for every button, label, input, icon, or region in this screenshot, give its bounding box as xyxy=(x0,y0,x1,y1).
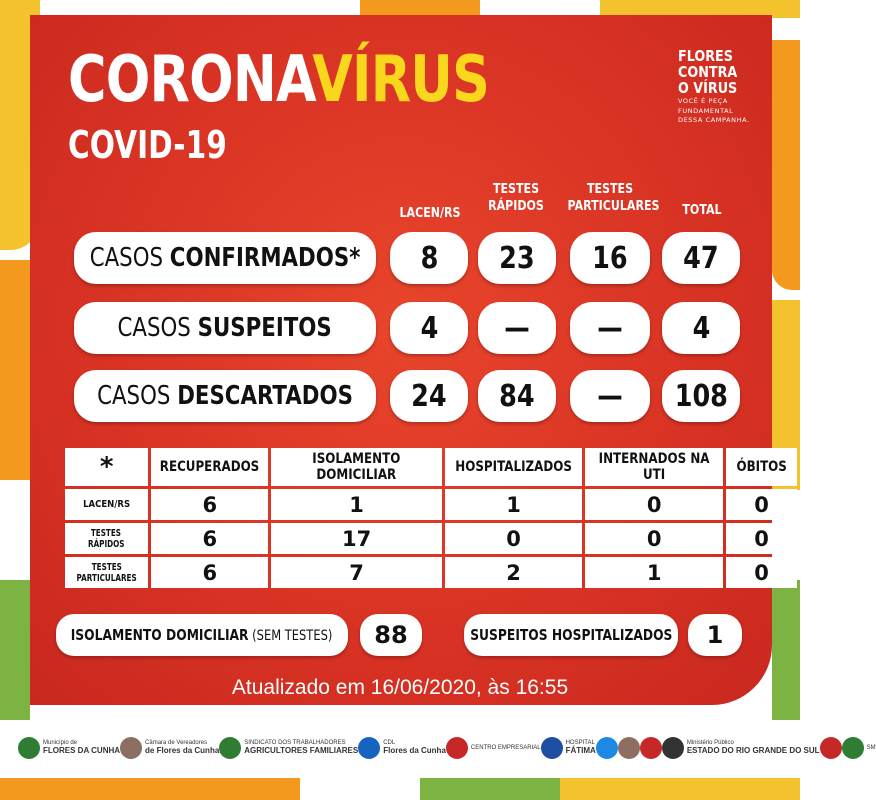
decor-orange-left xyxy=(0,260,30,480)
council-crest-icon xyxy=(120,737,142,759)
footer-logo xyxy=(662,737,820,759)
breakdown-table xyxy=(62,445,800,591)
table-cell: 0 xyxy=(585,523,723,554)
row-label-descartados: CASOS DESCARTADOS xyxy=(74,370,376,422)
header-uti: INTERNADOS NA UTI xyxy=(585,448,723,486)
table-cell: 6 xyxy=(151,489,268,520)
decor-green-bottom xyxy=(420,778,560,800)
asterisk-cell: * xyxy=(65,448,148,486)
col-header-particulares: TESTES PARTICULARES xyxy=(567,182,660,214)
table-cell: 1 xyxy=(585,557,723,588)
union-leaf-icon xyxy=(219,737,241,759)
footer-logo-text: SM xyxy=(866,744,876,751)
header-obitos: ÓBITOS xyxy=(726,448,797,486)
decor-orange-bottom-left xyxy=(0,778,300,800)
suspeitos-hospitalizados-value: 1 xyxy=(688,614,742,656)
isolamento-sem-testes-value: 88 xyxy=(360,614,422,656)
cell-confirmados-lacen: 8 xyxy=(390,232,468,284)
footer-logos xyxy=(0,718,876,778)
row-label-lacen: LACEN/RS xyxy=(65,489,148,520)
table-cell: 1 xyxy=(445,489,582,520)
cell-confirmados-total: 47 xyxy=(662,232,740,284)
main-panel xyxy=(30,15,772,705)
isolamento-sem-testes-label: ISOLAMENTO DOMICILIAR (SEM TESTES) xyxy=(56,614,348,656)
footer-logo xyxy=(446,737,541,759)
cell-descartados-rapidos: 84 xyxy=(478,370,556,422)
col-header-total: TOTAL xyxy=(682,203,722,218)
table-cell: 17 xyxy=(271,523,442,554)
footer-logo xyxy=(618,737,640,759)
suspeitos-hospitalizados-label: SUSPEITOS HOSPITALIZADOS xyxy=(464,614,678,656)
footer-logo xyxy=(541,737,596,759)
sm-logo-icon xyxy=(842,737,864,759)
col-header-lacen: LACEN/RS xyxy=(399,206,461,221)
footer-logo xyxy=(596,737,618,759)
campaign-tag-1: VOCÊ É PEÇA xyxy=(678,97,728,105)
footer-logo-text: Município de FLORES DA CUNHA xyxy=(43,740,121,755)
table-cell: 0 xyxy=(585,489,723,520)
row-label-suspeitos: CASOS SUSPEITOS xyxy=(74,302,376,354)
prosecutor-icon xyxy=(662,737,684,759)
cell-descartados-lacen: 24 xyxy=(390,370,468,422)
footer-logo xyxy=(120,737,219,759)
cell-confirmados-particulares: 16 xyxy=(570,232,650,284)
fire-brigade-icon xyxy=(640,737,662,759)
seal-icon xyxy=(618,737,640,759)
hospital-icon xyxy=(541,737,563,759)
footer-logo-text: Ministério Público ESTADO DO RIO GRANDE DO SUL xyxy=(686,740,820,755)
campaign-tag-2: FUNDAMENTAL xyxy=(678,106,734,115)
table-cell: 7 xyxy=(271,557,442,588)
cell-confirmados-rapidos: 23 xyxy=(478,232,556,284)
footer-logo-text: HOSPITAL FÁTIMA xyxy=(565,740,596,755)
table-row xyxy=(65,557,797,588)
footer-logo xyxy=(18,737,120,759)
table-row xyxy=(65,523,797,554)
updated-timestamp: Atualizado em 16/06/2020, às 16:55 xyxy=(231,676,569,699)
table-cell: 6 xyxy=(151,557,268,588)
footer-logo-text: CDL Flores da Cunha xyxy=(383,740,446,755)
cell-suspeitos-rapidos: — xyxy=(478,302,556,354)
footer-logo xyxy=(640,737,662,759)
col-header-rapidos: TESTES RÁPIDOS xyxy=(488,182,544,214)
header-isolamento: ISOLAMENTO DOMICILIAR xyxy=(271,448,442,486)
cell-suspeitos-total: 4 xyxy=(662,302,740,354)
footer-logo-text: Câmara de Vereadores de Flores da Cunha xyxy=(145,740,220,755)
header-recuperados: RECUPERADOS xyxy=(151,448,268,486)
cell-descartados-particulares: — xyxy=(570,370,650,422)
state-map-icon xyxy=(596,737,618,759)
table-cell: 0 xyxy=(726,557,797,588)
campaign-line-1: FLORES xyxy=(678,47,733,65)
footer-logo xyxy=(842,737,876,759)
footer-logo xyxy=(820,737,842,759)
table-cell: 6 xyxy=(151,523,268,554)
page-title xyxy=(68,43,490,117)
row-label-rapidos: TESTES RÁPIDOS xyxy=(65,523,148,554)
table-cell: 0 xyxy=(445,523,582,554)
table-cell: 0 xyxy=(726,523,797,554)
decor-orange-right xyxy=(772,40,800,290)
row-label-particulares: TESTES PARTICULARES xyxy=(65,557,148,588)
cell-descartados-total: 108 xyxy=(662,370,740,422)
campaign-tag-3: DESSA CAMPANHA. xyxy=(678,116,750,124)
row-label-confirmados: CASOS CONFIRMADOS* xyxy=(74,232,376,284)
footer-logo-text: SINDICATO DOS TRABALHADORES AGRICULTORES FAMILIARES xyxy=(244,740,359,755)
cdl-icon xyxy=(358,737,380,759)
decor-yellow-bottom-right xyxy=(560,778,800,800)
campaign-line-3: O VÍRUS xyxy=(678,79,738,97)
table-header-row xyxy=(65,448,797,486)
footer-logo xyxy=(358,737,446,759)
cell-suspeitos-particulares: — xyxy=(570,302,650,354)
campaign-logo xyxy=(678,48,750,125)
title-virus: VÍRUS xyxy=(312,43,490,117)
footer-logo xyxy=(219,737,358,759)
business-center-icon xyxy=(446,737,468,759)
title-corona: CORONA xyxy=(68,43,313,117)
page-subtitle: COVID-19 xyxy=(68,123,227,167)
table-cell: 2 xyxy=(445,557,582,588)
header-hospitalizados: HOSPITALIZADOS xyxy=(445,448,582,486)
municipal-crest-icon xyxy=(18,737,40,759)
table-cell: 1 xyxy=(271,489,442,520)
cell-suspeitos-lacen: 4 xyxy=(390,302,468,354)
state-crest-icon xyxy=(820,737,842,759)
campaign-line-2: CONTRA xyxy=(678,63,738,81)
table-cell: 0 xyxy=(726,489,797,520)
footer-logo-text: CENTRO EMPRESARIAL xyxy=(470,744,541,751)
table-row xyxy=(65,489,797,520)
